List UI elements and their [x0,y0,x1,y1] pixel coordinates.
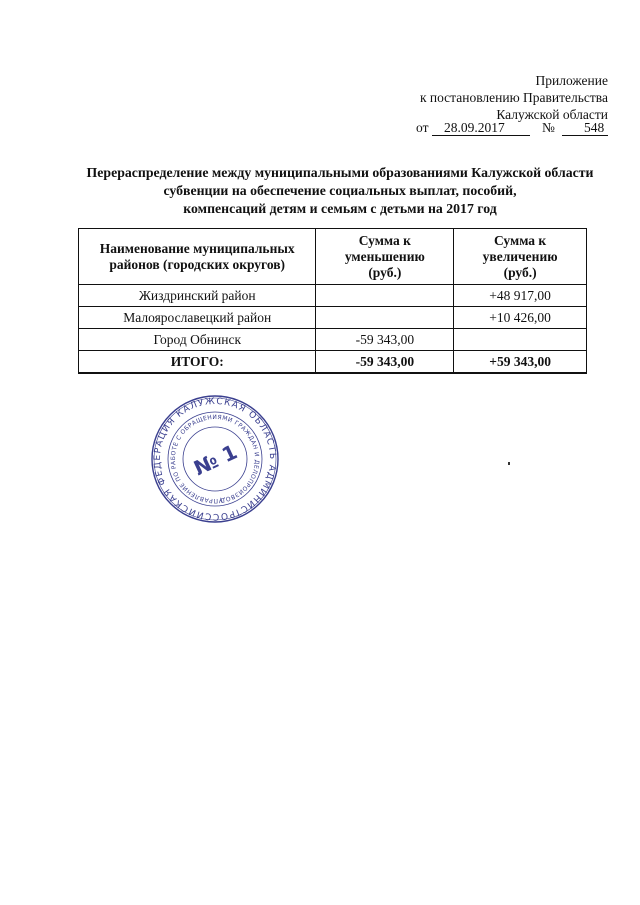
total-increase: +59 343,00 [454,351,587,374]
table-row [79,285,587,307]
redistribution-table [78,228,587,374]
row-municipality: Жиздринский район [79,285,316,307]
table-row [79,329,587,351]
header-decrease [316,229,454,285]
header-increase-line-3: (руб.) [503,264,537,280]
row-decrease [316,307,454,329]
header-decrease-line-3: (руб.) [368,264,402,280]
row-increase: +48 917,00 [454,285,587,307]
number-sign: № [542,120,555,135]
header-increase-line-2: увеличению [482,248,558,264]
row-decrease: -59 343,00 [316,329,454,351]
attachment-header [420,72,608,123]
header-municipality [79,229,316,285]
row-municipality: Малоярославецкий район [79,307,316,329]
table-total-row [79,351,587,374]
resolution-date: 28.09.2017 [444,120,505,135]
seal-outer-text-path: РОССИЙСКАЯ ФЕДЕРАЦИЯ КАЛУЖСКАЯ ОБЛАСТЬ АДМИНИСТРАЦИЯ [152,396,278,522]
row-increase: +10 426,00 [454,307,587,329]
seal-center-number: № 1 [189,439,241,481]
title-line-3: компенсаций детям и семьям с детьми на 2017 год [183,201,497,216]
row-municipality: Город Обнинск [79,329,316,351]
row-increase [454,329,587,351]
date-prefix: от [416,120,429,135]
header-municipality-line-2: районов (городских округов) [109,256,286,272]
header-municipality-line-1: Наименование муниципальных [99,240,295,256]
header-increase [454,229,587,285]
resolution-number: 548 [584,120,605,135]
official-seal-stamp [150,394,280,524]
seal-inner-text-path: УПРАВЛЕНИЕ ПО РАБОТЕ С ОБРАЩЕНИЯМИ ГРАЖДАН И ДЕЛОПРОИЗВОДСТВУ [169,413,261,505]
attachment-title: Приложение [535,73,608,88]
attachment-resolution: к постановлению Правительства [419,90,608,105]
resolution-reference [416,120,608,138]
scan-speck [508,462,510,465]
attachment-region: Калужской области [496,107,608,122]
row-decrease [316,285,454,307]
header-decrease-line-2: уменьшению [344,248,425,264]
table-row [79,307,587,329]
title-line-1: Перераспределение между муниципальными образованиями Калужской области [86,165,594,180]
table-header-row [79,229,587,285]
document-title [60,164,620,218]
header-increase-line-1: Сумма к [494,232,547,248]
total-decrease: -59 343,00 [316,351,454,374]
header-decrease-line-1: Сумма к [358,232,411,248]
total-label: ИТОГО: [79,351,316,374]
title-line-2: субвенции на обеспечение социальных выплат, пособий, [163,183,517,198]
